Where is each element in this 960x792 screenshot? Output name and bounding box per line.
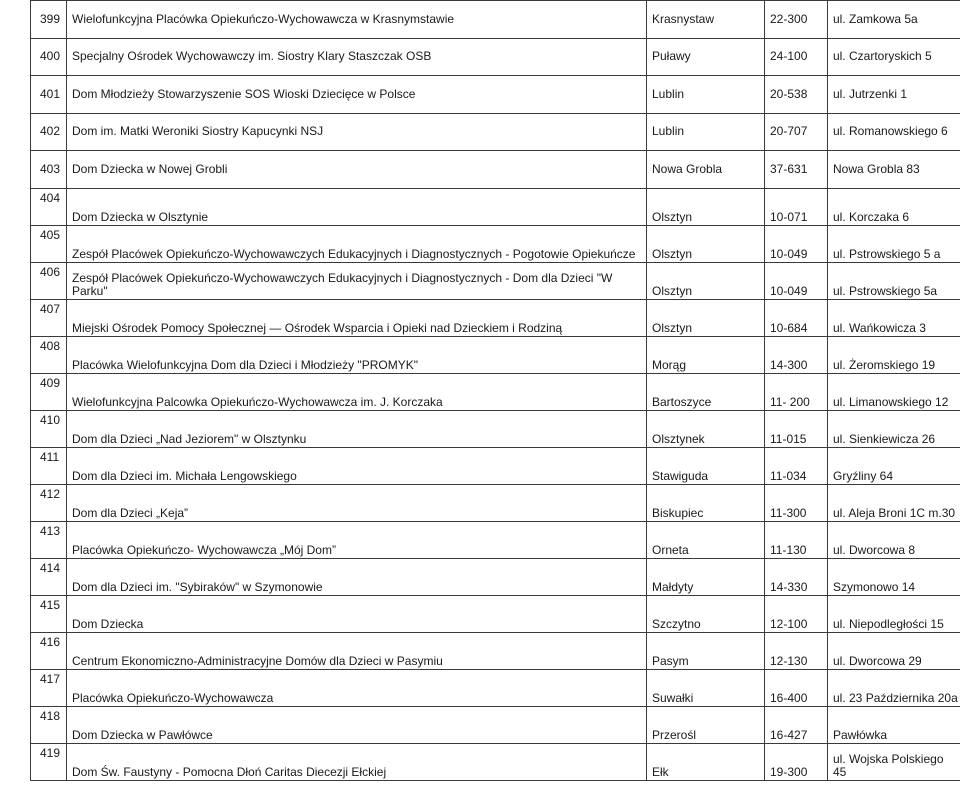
institution-name: Placówka Wielofunkcyjna Dom dla Dzieci i Młodzieży "PROMYK" <box>67 336 647 373</box>
row-number: 401 <box>31 76 67 114</box>
street-cell: Gryźliny 64 <box>828 447 960 484</box>
postal-code-cell: 10-071 <box>765 188 828 225</box>
postal-code-cell: 11- 200 <box>765 373 828 410</box>
postal-code-cell: 10-049 <box>765 225 828 262</box>
row-number: 399 <box>31 1 67 39</box>
table-row <box>31 113 960 151</box>
table-row <box>31 410 960 447</box>
institution-name-line1: Zespół Placówek Opiekuńczo-Wychowawczych Edukacyjnych i Diagnostycznych - Dom dla Dzieci "W <box>72 270 613 285</box>
institution-name: Specjalny Ośrodek Wychowawczy im. Siostry Klary Staszczak OSB <box>67 38 647 76</box>
postal-code-cell: 20-707 <box>765 113 828 151</box>
postal-code-cell: 14-300 <box>765 336 828 373</box>
institution-name <box>67 262 647 299</box>
table-body-top <box>31 1 960 189</box>
row-number: 413 <box>31 521 67 558</box>
postal-code-cell: 10-049 <box>765 262 828 299</box>
institution-name: Zespół Placówek Opiekuńczo-Wychowawczych Edukacyjnych i Diagnostycznych - Pogotowie Opiekuńcze <box>67 225 647 262</box>
row-number: 416 <box>31 632 67 669</box>
institution-name: Centrum Ekonomiczno-Administracyjne Domów dla Dzieci w Pasymiu <box>67 632 647 669</box>
street-cell: ul. Sienkiewicza 26 <box>828 410 960 447</box>
row-number: 412 <box>31 484 67 521</box>
row-number: 403 <box>31 151 67 189</box>
city-cell: Pasym <box>647 632 765 669</box>
city-cell: Krasnystaw <box>647 1 765 39</box>
row-number: 411 <box>31 447 67 484</box>
table-row <box>31 558 960 595</box>
row-number: 409 <box>31 373 67 410</box>
institution-name: Dom Dziecka <box>67 595 647 632</box>
table-row <box>31 299 960 336</box>
city-cell: Olsztyn <box>647 225 765 262</box>
table-row <box>31 743 960 780</box>
street-cell: ul. Limanowskiego 12 <box>828 373 960 410</box>
institution-name: Dom Młodzieży Stowarzyszenie SOS Wioski Dziecięce w Polsce <box>67 76 647 114</box>
row-number: 405 <box>31 225 67 262</box>
postal-code-cell: 37-631 <box>765 151 828 189</box>
postal-code-cell: 22-300 <box>765 1 828 39</box>
street-cell: ul. 23 Października 20a <box>828 669 960 706</box>
institution-name: Placówka Opiekuńczo-Wychowawcza <box>67 669 647 706</box>
table-row <box>31 706 960 743</box>
row-number: 402 <box>31 113 67 151</box>
postal-code-cell: 11-300 <box>765 484 828 521</box>
table-row <box>31 225 960 262</box>
postal-code-cell: 11-034 <box>765 447 828 484</box>
institution-name: Dom dla Dzieci im. Michała Lengowskiego <box>67 447 647 484</box>
street-cell: ul. Dworcowa 8 <box>828 521 960 558</box>
institution-name: Dom Dziecka w Olsztynie <box>67 188 647 225</box>
city-cell: Lublin <box>647 113 765 151</box>
row-number: 418 <box>31 706 67 743</box>
institution-name: Dom im. Matki Weroniki Siostry Kapucynki NSJ <box>67 113 647 151</box>
row-number: 419 <box>31 743 67 780</box>
postal-code-cell: 16-427 <box>765 706 828 743</box>
institutions-table <box>30 0 960 781</box>
street-cell: ul. Romanowskiego 6 <box>828 113 960 151</box>
table-row <box>31 262 960 299</box>
street-cell: ul. Pstrowskiego 5a <box>828 262 960 299</box>
postal-code-cell: 24-100 <box>765 38 828 76</box>
table-row <box>31 188 960 225</box>
table-row <box>31 336 960 373</box>
institution-name-line2: Parku" <box>72 283 108 298</box>
city-cell: Bartoszyce <box>647 373 765 410</box>
institution-name: Dom dla Dzieci „Keja” <box>67 484 647 521</box>
table-row <box>31 669 960 706</box>
street-cell: ul. Niepodległości 15 <box>828 595 960 632</box>
postal-code-cell: 11-015 <box>765 410 828 447</box>
street-cell: ul. Wojska Polskiego 45 <box>828 743 960 780</box>
row-number: 408 <box>31 336 67 373</box>
street-cell: ul. Żeromskiego 19 <box>828 336 960 373</box>
postal-code-cell: 14-330 <box>765 558 828 595</box>
table-row <box>31 373 960 410</box>
street-cell: ul. Dworcowa 29 <box>828 632 960 669</box>
street-cell: Pawłówka <box>828 706 960 743</box>
row-number: 410 <box>31 410 67 447</box>
street-cell: ul. Wańkowicza 3 <box>828 299 960 336</box>
table-row <box>31 521 960 558</box>
city-cell: Olsztynek <box>647 410 765 447</box>
row-number: 407 <box>31 299 67 336</box>
postal-code-cell: 20-538 <box>765 76 828 114</box>
city-cell: Szczytno <box>647 595 765 632</box>
institution-name: Miejski Ośrodek Pomocy Społecznej — Ośrodek Wsparcia i Opieki nad Dzieckiem i Rodziną <box>67 299 647 336</box>
institution-name: Placówka Opiekuńczo- Wychowawcza „Mój Dom” <box>67 521 647 558</box>
table-row <box>31 447 960 484</box>
row-number: 414 <box>31 558 67 595</box>
row-number: 400 <box>31 38 67 76</box>
city-cell: Przerośl <box>647 706 765 743</box>
city-cell: Małdyty <box>647 558 765 595</box>
city-cell: Suwałki <box>647 669 765 706</box>
street-cell: Szymonowo 14 <box>828 558 960 595</box>
institution-name: Dom Dziecka w Nowej Grobli <box>67 151 647 189</box>
row-number: 406 <box>31 262 67 299</box>
table-body-bottom <box>31 188 960 780</box>
row-number: 404 <box>31 188 67 225</box>
row-number: 417 <box>31 669 67 706</box>
street-cell: ul. Jutrzenki 1 <box>828 76 960 114</box>
institution-name: Dom dla Dzieci „Nad Jeziorem" w Olsztynku <box>67 410 647 447</box>
city-cell: Morąg <box>647 336 765 373</box>
institution-name: Wielofunkcyjna Placówka Opiekuńczo-Wychowawcza w Krasnymstawie <box>67 1 647 39</box>
table-row <box>31 151 960 189</box>
city-cell: Puławy <box>647 38 765 76</box>
postal-code-cell: 12-130 <box>765 632 828 669</box>
street-cell: Nowa Grobla 83 <box>828 151 960 189</box>
street-cell: ul. Pstrowskiego 5 a <box>828 225 960 262</box>
city-cell: Olsztyn <box>647 262 765 299</box>
institution-name: Dom dla Dzieci im. "Sybiraków" w Szymonowie <box>67 558 647 595</box>
table-row <box>31 595 960 632</box>
institution-name: Wielofunkcyjna Palcowka Opiekuńczo-Wychowawcza im. J. Korczaka <box>67 373 647 410</box>
postal-code-cell: 16-400 <box>765 669 828 706</box>
city-cell: Olsztyn <box>647 299 765 336</box>
city-cell: Olsztyn <box>647 188 765 225</box>
row-number: 415 <box>31 595 67 632</box>
postal-code-cell: 10-684 <box>765 299 828 336</box>
table-row <box>31 484 960 521</box>
street-cell: ul. Korczaka 6 <box>828 188 960 225</box>
postal-code-cell: 11-130 <box>765 521 828 558</box>
street-cell: ul. Czartoryskich 5 <box>828 38 960 76</box>
postal-code-cell: 19-300 <box>765 743 828 780</box>
postal-code-cell: 12-100 <box>765 595 828 632</box>
city-cell: Stawiguda <box>647 447 765 484</box>
city-cell: Nowa Grobla <box>647 151 765 189</box>
street-cell: ul. Zamkowa 5a <box>828 1 960 39</box>
city-cell: Lublin <box>647 76 765 114</box>
table-row <box>31 1 960 39</box>
city-cell: Ełk <box>647 743 765 780</box>
table-row <box>31 38 960 76</box>
city-cell: Orneta <box>647 521 765 558</box>
city-cell: Biskupiec <box>647 484 765 521</box>
institution-name: Dom Św. Faustyny - Pomocna Dłoń Caritas Diecezji Ełckiej <box>67 743 647 780</box>
street-cell: ul. Aleja Broni 1C m.30 <box>828 484 960 521</box>
table-row <box>31 76 960 114</box>
institution-name: Dom Dziecka w Pawłówce <box>67 706 647 743</box>
table-row <box>31 632 960 669</box>
